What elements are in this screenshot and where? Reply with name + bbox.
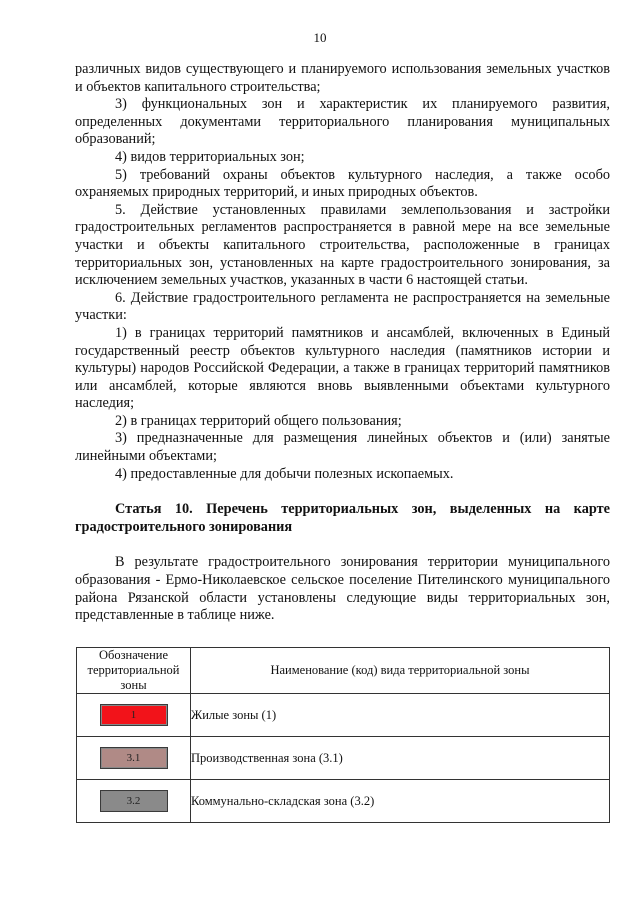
zones-table <box>76 647 610 823</box>
zone-swatch: 3.1 <box>100 747 168 769</box>
zone-swatch: 1 <box>100 704 168 726</box>
zone-name: Коммунально-складская зона (3.2) <box>191 780 610 823</box>
paragraph: 3) функциональных зон и характеристик их планируемого развития, определенных документами территориального планирования муниципальных образований; <box>75 96 610 148</box>
paragraph: 1) в границах территорий памятников и ансамблей, включенных в Единый государственный реестр объектов культурного наследия (памятников истории и культуры) народов Российской Федерации, а также в границах территорий памятников или ансамблей, которые являются вновь выявленными объектами культурного наследия; <box>75 324 610 412</box>
table-row <box>77 694 610 737</box>
table-row <box>77 737 610 780</box>
document-body <box>75 61 610 625</box>
table-row <box>77 780 610 823</box>
paragraph: 5. Действие установленных правилами землепользования и застройки градостроительных регламентов распространяется в равной мере на все земельные участки и объекты капитального строительства, расположенные в границах территориальных зон, установленных на карте градостроительного зонирования, за исключением земельных участков, указанных в части 6 настоящей статьи. <box>75 201 610 289</box>
paragraph: различных видов существующего и планируемого использования земельных участков и объектов капитального строительства; <box>75 61 610 95</box>
header-name: Наименование (код) вида территориальной зоны <box>191 648 610 694</box>
intro-paragraph: В результате градостроительного зонирования территории муниципального образования - Ермо-Николаевское сельское поселение Пителинского муниципального района Рязанской области установлены следующие виды территориальных зон, представленные в таблице ниже. <box>75 554 610 624</box>
paragraph: 6. Действие градостроительного регламента не распространяется на земельные участки: <box>75 289 610 324</box>
page-number: 10 <box>313 30 327 45</box>
zone-name: Жилые зоны (1) <box>191 694 610 737</box>
header-symbol: Обозначение территориальной зоны <box>77 648 191 694</box>
table-header-row <box>77 648 610 694</box>
paragraph: 5) требований охраны объектов культурного наследия, а также особо охраняемых природных территорий, и иных природных объектов. <box>75 166 610 201</box>
paragraph: 4) видов территориальных зон; <box>115 148 305 165</box>
zone-name: Производственная зона (3.1) <box>191 737 610 780</box>
paragraph: 4) предоставленные для добычи полезных ископаемых. <box>115 465 454 482</box>
paragraph: 3) предназначенные для размещения линейных объектов и (или) занятые линейными объектами; <box>75 430 610 465</box>
zone-swatch: 3.2 <box>100 790 168 812</box>
article-heading: Статья 10. Перечень территориальных зон, выделенных на карте градостроительного зонирования <box>75 501 610 535</box>
paragraph: 2) в границах территорий общего пользования; <box>115 412 402 429</box>
